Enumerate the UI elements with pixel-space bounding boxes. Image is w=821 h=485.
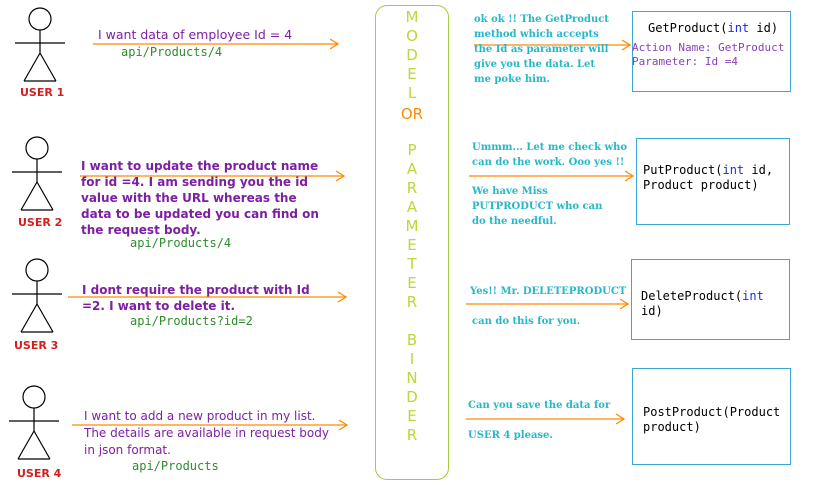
- user-2-figure-stroke: [26, 137, 48, 159]
- user-3-request: I dont require the product with Id =2. I want to delete it.: [82, 283, 310, 313]
- binder-parameter-letter: D: [406, 388, 418, 406]
- binder-or-label: OR: [400, 105, 424, 123]
- user-3-label: USER 3: [14, 339, 59, 352]
- note-delete-line-1: Yes!! Mr. DELETEPRODUCT: [470, 286, 627, 297]
- user-4-route: api/Products: [132, 459, 219, 473]
- binder-model-letters: [376, 8, 448, 103]
- user-1-figure-stroke: [40, 53, 56, 81]
- binder-parameter-letter: [376, 312, 448, 331]
- binder-model-letter: O: [406, 27, 418, 45]
- model-parameter-binder: [375, 5, 449, 480]
- binder-parameter-letter: I: [409, 350, 415, 368]
- user-1-figure-stroke: [24, 53, 40, 81]
- binder-parameter-letter: R: [406, 426, 418, 444]
- action-post-product: [632, 368, 791, 465]
- binder-parameter-letter: R: [406, 179, 418, 197]
- user-3-figure-stroke: [26, 259, 48, 281]
- binder-model-letter: D: [406, 46, 418, 64]
- get-product-signature: GetProduct(int id): [648, 21, 779, 35]
- put-product-signature-line-2: Product product): [643, 178, 759, 192]
- note-post-line-2: USER 4 please.: [468, 430, 553, 441]
- delete-product-signature-line-2: id): [641, 304, 663, 318]
- binder-model-letter: L: [407, 84, 417, 102]
- user-1-route: api/Products/4: [121, 45, 223, 59]
- action-delete-product: [631, 259, 790, 340]
- binder-parameter-letter: M: [405, 217, 419, 235]
- binder-parameter-letter: E: [407, 407, 417, 425]
- note-put-line-2: We have Miss PUTPRODUCT who can do the needful.: [472, 186, 603, 227]
- binder-parameter-letter: B: [406, 331, 418, 349]
- user-3-route: api/Products?id=2: [130, 314, 253, 328]
- post-product-signature-line-2: product): [643, 420, 701, 434]
- delete-product-signature: DeleteProduct(int: [641, 289, 764, 303]
- post-product-signature: PostProduct(Product: [643, 405, 781, 419]
- note-get: ok ok !! The GetProduct method which accepts the Id as parameter will give you the data. Let me poke him.: [474, 14, 609, 85]
- binder-parameter-letter: A: [406, 160, 418, 178]
- binder-parameter-letter: E: [407, 236, 417, 254]
- binder-parameter-letter: A: [406, 198, 418, 216]
- user-1-request: I want data of employee Id = 4: [98, 27, 293, 42]
- user-4-figure-stroke: [34, 431, 50, 459]
- note-delete-line-2: can do this for you.: [472, 316, 581, 327]
- binder-model-letter: M: [405, 8, 419, 26]
- user-4-figure-stroke: [23, 386, 45, 408]
- get-product-parameter: Parameter: Id =4: [632, 55, 738, 68]
- binder-parameter-letter: E: [407, 274, 417, 292]
- binder-model-letter: E: [407, 65, 417, 83]
- binder-parameter-letter: P: [407, 141, 417, 159]
- user-1-label: USER 1: [20, 86, 65, 99]
- get-product-action-name: Action Name: GetProduct: [632, 41, 785, 54]
- binder-parameter-letter: R: [406, 293, 418, 311]
- note-post-line-1: Can you save the data for: [468, 400, 611, 411]
- user-2-request: I want to update the product name for id =4. I am sending you the id value with the URL whereas the data to be updated you can find on the request body.: [81, 159, 319, 237]
- action-put-product: [636, 138, 790, 225]
- user-2-figure-stroke: [37, 182, 53, 210]
- user-2-route: api/Products/4: [130, 236, 232, 250]
- user-4-figure-stroke: [18, 431, 34, 459]
- user-4-label: USER 4: [17, 467, 62, 480]
- binder-parameter-letter: T: [407, 255, 417, 273]
- user-3-figure-stroke: [21, 304, 37, 332]
- binder-parameter-letter: N: [406, 369, 418, 387]
- user-1-figure-stroke: [29, 8, 51, 30]
- user-2-figure-stroke: [21, 182, 37, 210]
- user-4-request: I want to add a new product in my list. The details are available in request body in json format.: [84, 409, 329, 457]
- put-product-signature: PutProduct(int id,: [643, 163, 774, 177]
- user-2-label: USER 2: [18, 216, 63, 229]
- note-put-line-1: Ummm... Let me check who can do the work. Ooo yes !!: [472, 142, 628, 168]
- binder-parameter-binder-letters: [376, 141, 448, 445]
- user-3-figure-stroke: [37, 304, 53, 332]
- action-get-product: [632, 11, 791, 92]
